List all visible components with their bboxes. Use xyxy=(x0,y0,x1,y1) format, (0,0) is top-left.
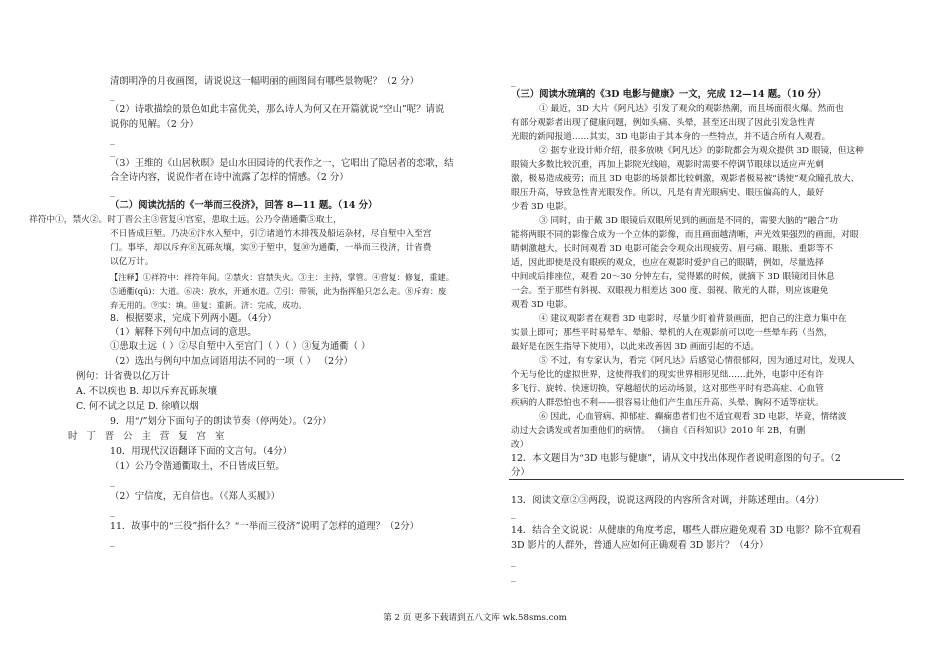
text-line: 眼镜大多数比较沉重，再加上影院光线暗，观影时需要不停调节眼球以适应声光刺 xyxy=(511,160,824,170)
page-footer: 第 2 页 更多下载请到五八文库 wk.58sms.com xyxy=(383,613,567,623)
text-line: 清朗明净的月夜画图，请说说这一幅明丽的画图间有哪些景物呢？（2 分） xyxy=(110,76,419,87)
answer-blank: _ xyxy=(511,571,516,582)
text-line: 疾病的人群恐怕也不利——很容易让他们产生血压升高、头晕、胸闷不适等症状。 xyxy=(511,398,824,408)
text-line: 以亿万计。 xyxy=(110,257,154,267)
text-line: 分） xyxy=(511,467,530,478)
text-line: 激，极易造成疲劳；而且 3D 电影的场景都比较刺激，观影者极易被“诱使”观众瞳孔放大、 xyxy=(511,174,860,184)
text-line: （3）王维的《山居秋暝》是山水田园诗的代表作之一，它唱出了隐居者的恋歌，结 xyxy=(110,158,454,169)
text-line: 少看 3D 电影。 xyxy=(511,202,573,212)
text-line: （2）宁信度，无自信也。（《郑人买履》） xyxy=(110,491,281,502)
text-line: ④ 建议观影者在观看 3D 电影时，尽量少盯着背景画面，把自己的注意力集中在 xyxy=(539,314,847,324)
text-line: 10．用现代汉语翻译下面的文言句。（4分） xyxy=(110,446,292,457)
text-line: 弃无用的。⑨实：填。⑩复：重新。济：完成，成功。 xyxy=(110,300,307,310)
text-line: 适，因此即使是没有眼疾的观众，也应在观影时爱护自己的眼睛，例如，尽量选择 xyxy=(511,258,824,268)
text-line: 祥符中①，禁火②。时丁晋公主③营复④宫室，患取土远。公乃令凿通衢⑤取土， xyxy=(29,215,342,225)
text-line: 观看 3D 电影。 xyxy=(511,300,573,310)
answer-blank: _ xyxy=(110,186,115,197)
text-line: （2）诗歌描绘的景色如此丰富优美，那么诗人为何又在开篇就说“空山”呢？请说 xyxy=(110,104,445,115)
text-line: 8．根据要求，完成下列两小题。（4分） xyxy=(110,313,277,324)
text-line: 14．结合全文说说：从健康的角度考虑，哪些人群应避免观看 3D 电影？除不宜观看 xyxy=(511,525,862,536)
answer-blank: _ xyxy=(511,76,516,87)
text-line: 有部分观影者出现了健康问题，例如头痛、头晕，甚至还出现了因此引发急性青 xyxy=(511,118,816,128)
text-line: 不日皆成巨堑。乃决⑥汴水入堑中，引⑦诸道竹木排筏及船运杂材，尽自堑中入至宫 xyxy=(110,229,432,239)
text-line: 中间或后排座位，观看 20～30 分钟左右，觉得累的时候，就摘下 3D 眼镜闭目休息 xyxy=(511,272,835,282)
text-line: 说你的见解。（2 分） xyxy=(110,119,199,130)
text-line: 9．用“/”划分下面句子的朗读节奏（停两处）。（2分） xyxy=(110,416,332,427)
text-line: ⑤ 不过，有专家认为，看完《阿凡达》后感觉心情很郁闷，因为通过对比，发现人 xyxy=(539,356,855,366)
answer-blank: _ xyxy=(110,536,115,547)
text-line: C. 何不试之以足 D. 徐噴以烟 xyxy=(76,401,199,412)
text-line: 光眼的新闻报道……其实，3D 电影由于其本身的一些特点，并不适合所有人观看。 xyxy=(511,132,831,142)
text-line: 动过大会诱发或者加重他们的病情。 （摘自《百科知识》2010 年 2B，有删 xyxy=(511,426,806,436)
text-line: 一会。至于那些有斜视、双眼视力相差达 300 度、弱视、散光的人群，则应该避免 xyxy=(511,286,829,296)
text-line: 【注释】①祥符中：祥符年间。②禁火：宫禁失火。③主：主持，掌管。④营复：修复，重建。 xyxy=(110,272,454,282)
text-line: （三）阅读水琉璃的《3D 电影与健康》一文，完成 12—14 题。（10 分） xyxy=(511,89,827,100)
text-line: 时丁晋公主营复宫室 xyxy=(68,431,234,442)
text-line: 多飞行、旋转、快速切换，穿越超伏的运动场景，这对那些平时有恐高症、心血管 xyxy=(511,384,824,394)
text-line: （2）选出与例句中加点词语用法不同的一项（ ） （2分） xyxy=(110,356,353,367)
text-line: 实景上即可；那些平时易晕车、晕船、晕机的人在观影前可以吃一些晕车药（当然， xyxy=(511,328,833,338)
text-line: A. 不以疾也 B. 却以斥弃瓦砾灰壤 xyxy=(76,386,218,397)
text-line: 眼压升高，导致急性青光眼发作。所以，凡是有青光眼病史、眼压偏高的人，最好 xyxy=(511,188,824,198)
text-line: （1）解释下列句中加点词的意思。 xyxy=(110,327,257,338)
text-line: 门。事毕，却以斥弃⑧瓦砾灰壤，实⑨于堑中，复⑩为通衢，一举而三役济，计省费 xyxy=(110,243,432,253)
text-line: 睛刺激越大，长时间观看 3D 电影可能会令观众出现疲劳、眉弓痛、眼胀、重影等不 xyxy=(511,244,834,254)
text-line: ② 据专业设计师介绍，很多放映《阿凡达》的影院都会为观众提供 3D 眼镜，但这种 xyxy=(539,146,864,156)
text-line: ① 最近，3D 大片《阿凡达》引发了观众的观影热潮，而且场面很火爆。然而也 xyxy=(539,104,844,114)
text-line: ①患取土远（ ）②尽自堑中入至宫门（ ）（ ）③复为通衢（ ） xyxy=(110,341,371,352)
text-line: ⑥ 因此，心血管病、抑郁症、癫痫患者们也不适宜观看 3D 电影，毕竟，情绪波 xyxy=(539,412,847,422)
text-line: 能将两眼不同的影像合成为一个立体的影像，而且画面越清晰，声光效果强烈的画面，对眼 xyxy=(511,230,859,240)
text-line: 改） xyxy=(511,440,529,450)
text-line: ③ 同时，由于戴 3D 眼镜后双眼所见到的画面是不同的，需要大脑的“融合”功 xyxy=(539,216,838,226)
answer-line xyxy=(509,479,904,480)
text-line: 3D 影片的人群外，普通人应如何正确观看 3D 影片？（4分） xyxy=(511,540,769,551)
text-line: （二）阅读沈括的《一举而三役济》，回答 8—11 题。（14 分） xyxy=(110,200,378,211)
answer-blank: _ xyxy=(110,134,115,145)
text-line: 13．阅读文章②③两段，说说这两段的内容所含对调，并陈述理由。（4分） xyxy=(511,495,825,506)
text-line: （1）公乃令凿通衢取土，不日皆成巨堑。 xyxy=(110,461,285,472)
text-line: 11．故事中的“三役”指什么？“一举而三役济”说明了怎样的道理？（2分） xyxy=(110,521,419,532)
text-line: ⑤通衢(qú)：大道。⑥决：放水，开通水道。⑦引：带领，此为指挥船只怎么走。⑧斥弃：废 xyxy=(110,286,447,296)
text-line: 最好是在医生指导下使用），以此来改善因 3D 画面引起的不适。 xyxy=(511,342,760,352)
text-line: 个无与伦比的虚拟世界，这使得我们的现实世界相形见绌……此外，电影中还有许 xyxy=(511,370,824,380)
text-line: 例句：计省费以亿万计 xyxy=(76,371,170,382)
answer-blank: _ xyxy=(511,556,516,567)
answer-blank: _ xyxy=(110,90,115,101)
text-line: 合全诗内容，说说作者在诗中流露了怎样的情感。（2 分） xyxy=(110,172,349,183)
text-line: 12．本文题目为“3D 电影与健康”，请从文中找出体现作者说明意图的句子。（2 xyxy=(511,453,841,464)
answer-blank: _ xyxy=(110,506,115,517)
answer-blank: _ xyxy=(110,146,115,157)
answer-blank: _ xyxy=(110,476,115,487)
answer-blank: _ xyxy=(511,508,516,519)
